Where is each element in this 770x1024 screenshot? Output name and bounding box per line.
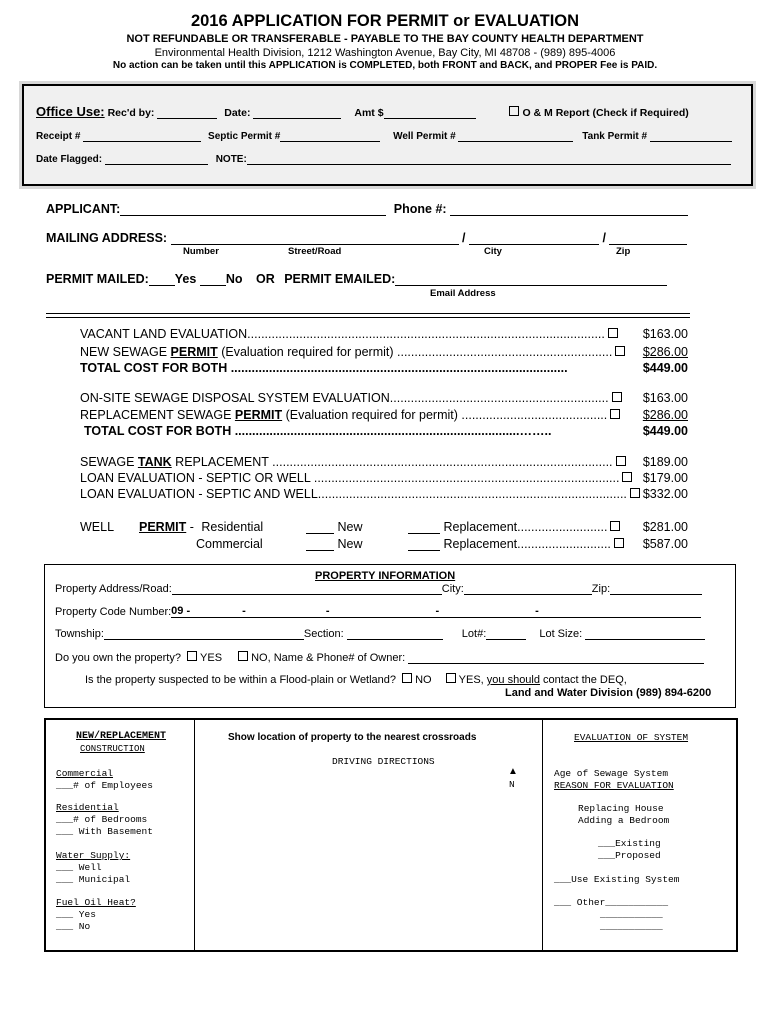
existing-field[interactable]: ___Existing: [598, 838, 661, 849]
office-row-3: [36, 154, 731, 165]
section-divider: [46, 313, 690, 318]
phone-label: Phone #:: [393, 202, 447, 216]
note-label: NOTE:: [215, 154, 247, 165]
property-info-box: [44, 564, 736, 708]
fuel-oil-yes-field[interactable]: ___ Yes: [56, 909, 96, 920]
flood-label: Is the property suspected to be within a Flood-plain or Wetland?: [85, 674, 397, 686]
fee-well-com-price: $587.00: [642, 537, 688, 551]
use-existing-field[interactable]: ___Use Existing System: [554, 874, 680, 885]
age-label: Age of Sewage System: [554, 768, 669, 779]
fee-loan1-checkbox[interactable]: [622, 472, 632, 482]
fee-onsite-checkbox[interactable]: [612, 392, 622, 402]
office-use-title: Office Use:: [36, 104, 105, 119]
residential-label: Residential: [56, 802, 119, 813]
mailing-city-field[interactable]: [469, 244, 599, 245]
property-address-field[interactable]: [172, 594, 442, 595]
fee-tank-checkbox[interactable]: [616, 456, 626, 466]
property-zip-label: Zip:: [591, 583, 611, 595]
fuel-oil-no-field[interactable]: ___ No: [56, 921, 91, 932]
office-date-label: Date:: [224, 107, 251, 119]
fee-loan2-checkbox[interactable]: [630, 488, 640, 498]
township-label: Township:: [55, 628, 104, 640]
fee-total2-price: $449.00: [642, 424, 688, 438]
lot-label: Lot#:: [461, 628, 487, 640]
mailing-row: MAILING ADDRESS: / /: [46, 231, 687, 245]
receipt-label: Receipt #: [36, 131, 81, 142]
commercial-label: Commercial: [56, 768, 114, 779]
property-city-label: City:: [441, 583, 464, 595]
fee-total1-price: $449.00: [642, 361, 688, 375]
applicant-field[interactable]: [120, 215, 386, 216]
construction-title: NEW/REPLACEMENT: [76, 731, 167, 742]
permit-mailed-yes-field[interactable]: [149, 285, 175, 286]
fee-total1-label: TOTAL COST FOR BOTH .................................................................................................: [80, 361, 568, 375]
driving-directions-label: DRIVING DIRECTIONS: [332, 756, 435, 767]
fee-vacant-label: VACANT LAND EVALUATION.......................................................................................................: [80, 327, 621, 341]
other-blank-2[interactable]: ___________: [600, 921, 663, 932]
fee-well-res-new: New: [306, 520, 363, 534]
fee-well-permit-label: PERMIT - Residential: [139, 520, 264, 534]
property-city-field[interactable]: [464, 594, 592, 595]
construction-location-box: [44, 718, 738, 952]
section-field[interactable]: [347, 639, 443, 640]
mailing-street-field[interactable]: [171, 244, 459, 245]
own-property-label: Do you own the property?: [55, 652, 181, 664]
phone-field[interactable]: [450, 215, 688, 216]
lot-size-field[interactable]: [585, 639, 705, 640]
fee-new-sewage-checkbox[interactable]: [615, 346, 625, 356]
fee-loan1-label: LOAN EVALUATION - SEPTIC OR WELL ........................................................................................: [80, 471, 635, 485]
other-field[interactable]: ___ Other___________: [554, 897, 669, 908]
fee-replacement-checkbox[interactable]: [610, 409, 620, 419]
township-field[interactable]: [104, 639, 304, 640]
flood-yes-checkbox[interactable]: [446, 673, 456, 683]
flood-no-label: NO: [415, 674, 432, 686]
fee-onsite-price: $163.00: [642, 391, 688, 405]
replacing-house-option[interactable]: Replacing House: [578, 803, 664, 814]
own-no-checkbox[interactable]: [238, 651, 248, 661]
own-no-label: NO, Name & Phone# of Owner:: [251, 652, 406, 664]
permit-emailed-label: PERMIT EMAILED:: [284, 272, 396, 286]
fuel-oil-label: Fuel Oil Heat?: [56, 897, 136, 908]
tank-permit-field[interactable]: [650, 141, 732, 142]
fee-tank-price: $189.00: [642, 455, 688, 469]
well-permit-label: Well Permit #: [393, 131, 456, 142]
other-blank-1[interactable]: ___________: [600, 909, 663, 920]
owner-field[interactable]: [408, 663, 704, 664]
fee-well-res-replacement: Replacement..........................: [408, 520, 623, 534]
property-code-label: Property Code Number:: [55, 606, 172, 618]
permit-mailed-label: PERMIT MAILED:: [46, 272, 149, 286]
own-yes-checkbox[interactable]: [187, 651, 197, 661]
om-report-checkbox[interactable]: [509, 106, 519, 116]
applicant-label: APPLICANT:: [46, 202, 121, 216]
septic-permit-label: Septic Permit #: [208, 131, 281, 142]
fee-vacant-checkbox[interactable]: [608, 328, 618, 338]
fee-new-sewage-label: NEW SEWAGE PERMIT (Evaluation required for permit) ..............................................................: [80, 345, 628, 359]
township-row: [55, 628, 705, 640]
email-field[interactable]: [395, 285, 667, 286]
fee-well-com-new: New: [306, 537, 363, 551]
property-zip-field[interactable]: [610, 594, 702, 595]
fee-new-sewage-price: $286.00: [642, 345, 688, 359]
lot-size-label: Lot Size:: [539, 628, 583, 640]
header-address: Environmental Health Division, 1212 Washington Avenue, Bay City, MI 48708 - (989) 895-4006: [154, 47, 616, 59]
section-label: Section:: [303, 628, 344, 640]
property-address-row: [55, 583, 702, 595]
property-code-row: [55, 605, 701, 618]
proposed-field[interactable]: ___Proposed: [598, 850, 661, 861]
fee-tank-label: SEWAGE TANK REPLACEMENT ..................................................................................................: [80, 455, 629, 469]
construction-subtitle: CONSTRUCTION: [80, 744, 145, 754]
employees-field[interactable]: ___# of Employees: [56, 780, 153, 791]
municipal-field[interactable]: ___ Municipal: [56, 874, 131, 885]
office-row-2: [36, 131, 732, 142]
tank-permit-label: Tank Permit #: [582, 131, 648, 142]
fee-well-res-checkbox[interactable]: [610, 521, 620, 531]
mailing-zip-caption: Zip: [616, 246, 631, 257]
lot-field[interactable]: [486, 639, 526, 640]
adding-bedroom-option[interactable]: Adding a Bedroom: [578, 815, 670, 826]
north-arrow-icon: ▲: [508, 766, 518, 777]
office-row-1: [36, 104, 689, 119]
fee-replacement-price: $286.00: [642, 408, 688, 422]
north-label: N: [509, 779, 515, 790]
om-report-label: O & M Report (Check if Required): [522, 107, 689, 119]
flood-row: Is the property suspected to be within a Flood-plain or Wetland? NO YES, you should contact the DEQ,: [85, 674, 627, 686]
note-field[interactable]: [247, 164, 731, 165]
ownership-row: [55, 651, 704, 664]
property-code-field[interactable]: 09 - - - - -: [171, 605, 701, 618]
header-instructions: No action can be taken until this APPLICATION is COMPLETED, both FRONT and BACK, and PROPER Fee is PAID.: [112, 60, 658, 71]
fee-onsite-label: ON-SITE SEWAGE DISPOSAL SYSTEM EVALUATION...............................................................: [80, 391, 625, 405]
email-caption: Email Address: [430, 288, 496, 299]
evaluation-title: EVALUATION OF SYSTEM: [574, 732, 689, 743]
office-use-box: [22, 84, 753, 186]
flood-yes-label: YES,: [458, 674, 487, 686]
fee-vacant-price: $163.00: [642, 327, 688, 341]
permit-mailed-no-label: No: [225, 272, 243, 286]
office-date-field[interactable]: [253, 118, 341, 119]
fee-loan2-label: LOAN EVALUATION - SEPTIC AND WELL.........................................................................................: [80, 487, 643, 501]
location-title: Show location of property to the nearest crossroads: [228, 732, 477, 743]
basement-field[interactable]: ___ With Basement: [56, 826, 153, 837]
bedrooms-field[interactable]: ___# of Bedrooms: [56, 814, 148, 825]
property-info-title: PROPERTY INFORMATION: [315, 570, 456, 582]
mailing-city-caption: City: [484, 246, 502, 257]
own-yes-label: YES: [200, 652, 223, 664]
flood-no-checkbox[interactable]: [402, 673, 412, 683]
amt-label: Amt $: [354, 107, 384, 119]
permit-mailed-no-field[interactable]: [200, 285, 226, 286]
well-permit-field[interactable]: [458, 141, 573, 142]
receipt-field[interactable]: [83, 141, 201, 142]
fee-replacement-label: REPLACEMENT SEWAGE PERMIT (Evaluation required for permit) ..........................................: [80, 408, 623, 422]
mailing-number-caption: Number: [183, 246, 219, 257]
applicant-row: [46, 202, 688, 216]
fee-well-com-checkbox[interactable]: [614, 538, 624, 548]
permit-mailed-yes-label: Yes: [174, 272, 197, 286]
water-supply-label: Water Supply:: [56, 850, 131, 861]
reason-label: REASON FOR EVALUATION: [554, 780, 674, 791]
date-flagged-label: Date Flagged:: [36, 154, 103, 165]
recd-by-label: Rec'd by:: [107, 107, 155, 119]
mailing-address-label: MAILING ADDRESS:: [46, 231, 168, 245]
page-title: 2016 APPLICATION FOR PERMIT or EVALUATION: [190, 12, 580, 30]
fee-well-commercial-label: Commercial: [196, 537, 263, 551]
date-flagged-field[interactable]: [105, 164, 208, 165]
deq-contact: Land and Water Division (989) 894-6200: [505, 687, 712, 699]
septic-permit-field[interactable]: [280, 141, 380, 142]
well-field[interactable]: ___ Well: [56, 862, 102, 873]
fee-well-label: WELL: [80, 520, 115, 534]
fee-total2-label: TOTAL COST FOR BOTH ..................................................................................……..: [84, 424, 552, 438]
fee-well-res-price: $281.00: [642, 520, 688, 534]
permit-delivery-row: [46, 272, 667, 286]
fee-loan1-price: $179.00: [642, 471, 688, 485]
or-label: OR: [255, 272, 275, 286]
header-notice: NOT REFUNDABLE OR TRANSFERABLE - PAYABLE TO THE BAY COUNTY HEALTH DEPARTMENT: [126, 33, 644, 45]
fee-well-com-replacement: Replacement...........................: [408, 537, 627, 551]
property-address-label: Property Address/Road:: [55, 583, 172, 595]
amt-field[interactable]: [384, 118, 476, 119]
mailing-street-caption: Street/Road: [288, 246, 342, 257]
mailing-zip-field[interactable]: [609, 244, 687, 245]
recd-by-field[interactable]: [157, 118, 217, 119]
fee-loan2-price: $332.00: [642, 487, 688, 501]
